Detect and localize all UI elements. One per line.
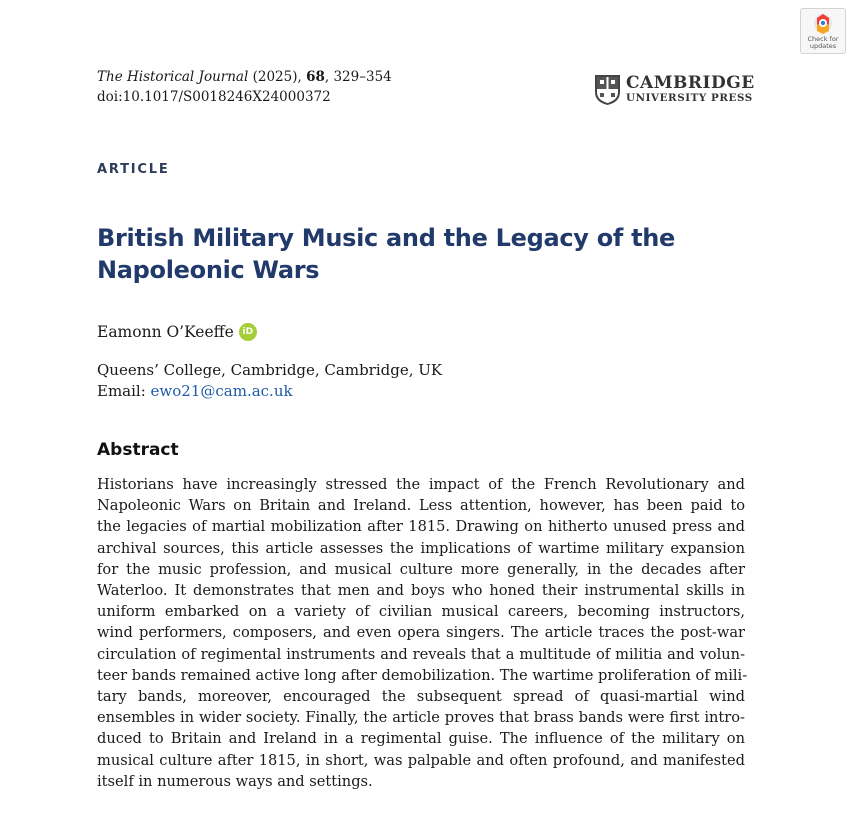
journal-volume: 68: [306, 69, 325, 85]
publisher-line2: UNIVERSITY PRESS: [626, 92, 753, 104]
publisher-line1: CAMBRIDGE: [626, 73, 755, 93]
abstract-line: ensembles in wider society. Finally, the article proves that brass bands were first intro-: [97, 709, 745, 727]
title-line: Napoleonic Wars: [97, 256, 320, 284]
email-link[interactable]: ewo21@cam.ac.uk: [150, 382, 293, 400]
abstract-line: duced to Britain and Ireland in a regimental guise. The influence of the military on: [97, 730, 745, 748]
email-row: [97, 381, 293, 402]
journal-pages: , 329–354: [324, 69, 392, 85]
article-type-label: ARTICLE: [97, 162, 170, 177]
badge-text-line1: Check for: [807, 35, 839, 43]
abstract-line: teer bands remained active long after demobilization. The wartime proliferation of mili-: [97, 666, 748, 684]
orcid-icon[interactable]: iD: [239, 323, 257, 341]
crossmark-icon: [812, 12, 834, 36]
abstract-line: itself in numerous ways and settings.: [97, 772, 373, 790]
author: [97, 322, 257, 342]
title-line: British Military Music and the Legacy of the: [97, 224, 676, 252]
abstract-line: the legacies of martial mobilization after 1815. Drawing on hitherto unused press and: [97, 518, 745, 536]
author-name: Eamonn O’Keeffe: [97, 323, 234, 341]
abstract-heading: Abstract: [97, 440, 179, 460]
abstract-line: for the music profession, and musical culture more generally, in the decades after: [97, 560, 745, 578]
check-for-updates-badge[interactable]: [800, 8, 846, 54]
cambridge-shield-icon: [594, 74, 621, 106]
abstract-line: Historians have increasingly stressed the impact of the French Revolutionary and: [97, 476, 745, 493]
doi[interactable]: doi:10.1017/S0018246X24000372: [97, 89, 331, 105]
abstract-line: Napoleonic Wars on Britain and Ireland. Less attention, however, has been paid to: [97, 497, 745, 515]
article-title: [97, 222, 737, 286]
abstract-line: uniform embarked on a variety of civilian musical careers, becoming instructors,: [97, 603, 745, 621]
abstract-line: archival sources, this article assesses the implications of wartime military expansion: [97, 539, 745, 557]
abstract-line: tary bands, moreover, encouraged the subsequent spread of quasi-martial wind: [97, 688, 745, 706]
journal-year: (2025),: [252, 69, 302, 85]
abstract-body: [97, 474, 748, 792]
affiliation: Queens’ College, Cambridge, Cambridge, UK: [97, 361, 443, 379]
journal-citation: [97, 68, 392, 86]
abstract-line: Waterloo. It demonstrates that men and boys who honed their instrumental skills in: [97, 582, 745, 600]
abstract-line: musical culture after 1815, in short, was palpable and often profound, and manifested: [97, 751, 745, 769]
abstract-line: circulation of regimental instruments and reveals that a multitude of militia and volun-: [97, 645, 745, 663]
abstract-line: wind performers, composers, and even opera singers. The article traces the post-war: [97, 624, 745, 642]
cambridge-university-press-logo: [594, 73, 755, 106]
journal-name: The Historical Journal: [97, 69, 249, 85]
email-label: Email:: [97, 382, 146, 400]
badge-text-line2: updates: [809, 42, 837, 50]
